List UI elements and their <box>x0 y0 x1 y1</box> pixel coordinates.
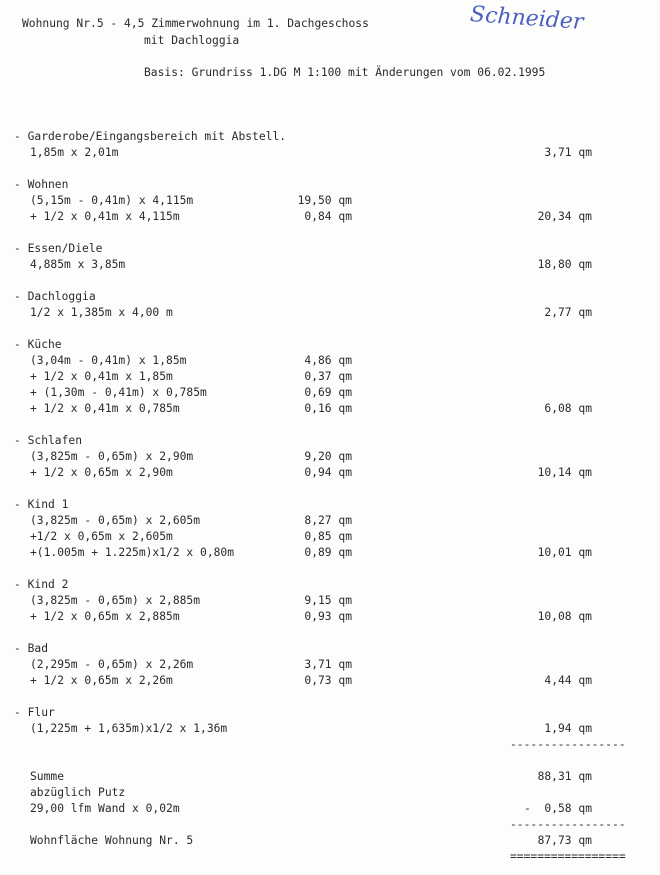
double-separator-line: ================= <box>510 850 626 863</box>
calc-line: + 1/2 x 0,65m x 2,885m <box>30 610 180 623</box>
room-title: - Küche <box>14 338 62 351</box>
sub-value: 9,15 qm <box>304 594 352 607</box>
wand-label: 29,00 lfm Wand x 0,02m <box>30 802 180 815</box>
calc-line: + 1/2 x 0,65m x 2,90m <box>30 466 173 479</box>
room-total: 4,44 qm <box>544 674 592 687</box>
room-title: - Wohnen <box>14 178 69 191</box>
sub-value: 0,37 qm <box>304 370 352 383</box>
handwritten-signature: Schneider <box>469 2 585 35</box>
calc-line: + 1/2 x 0,41m x 1,85m <box>30 370 173 383</box>
calc-line: +(1.005m + 1.225m)x1/2 x 0,80m <box>30 546 235 559</box>
separator-line: ----------------- <box>510 738 626 751</box>
sub-value: 0,93 qm <box>304 610 352 623</box>
sub-value: 3,71 qm <box>304 658 352 671</box>
wand-value: - 0,58 qm <box>523 802 592 815</box>
calc-line: (3,825m - 0,65m) x 2,605m <box>30 514 201 527</box>
calc-line: + (1,30m - 0,41m) x 0,785m <box>30 386 207 399</box>
doc-title: Wohnung Nr.5 - 4,5 Zimmerwohnung im 1. Dachgeschoss <box>22 17 369 30</box>
room-title: - Kind 1 <box>14 498 69 511</box>
basis-line: Basis: Grundriss 1.DG M 1:100 mit Änderungen vom 06.02.1995 <box>144 66 546 79</box>
calc-line: (5,15m - 0,41m) x 4,115m <box>30 194 194 207</box>
room-title: - Essen/Diele <box>14 242 103 255</box>
room-title: - Garderobe/Eingangsbereich mit Abstell. <box>14 130 287 143</box>
sub-value: 0,85 qm <box>304 530 352 543</box>
sub-value: 0,89 qm <box>304 546 352 559</box>
calc-line: (1,225m + 1,635m)x1/2 x 1,36m <box>30 722 228 735</box>
summe-label: Summe <box>30 770 65 783</box>
calc-line: (3,825m - 0,65m) x 2,90m <box>30 450 194 463</box>
room-total: 1,94 qm <box>544 722 592 735</box>
calc-line: (3,825m - 0,65m) x 2,885m <box>30 594 201 607</box>
sub-value: 4,86 qm <box>304 354 352 367</box>
room-total: 10,08 qm <box>537 610 592 623</box>
final-value: 87,73 qm <box>537 834 592 847</box>
room-total: 3,71 qm <box>544 146 592 159</box>
calc-line: (2,295m - 0,65m) x 2,26m <box>30 658 194 671</box>
sub-value: 0,73 qm <box>304 674 352 687</box>
room-total: 18,80 qm <box>537 258 592 271</box>
sub-value: 0,69 qm <box>304 386 352 399</box>
sub-value: 0,16 qm <box>304 402 352 415</box>
calc-line: 4,885m x 3,85m <box>30 258 126 271</box>
room-title: - Dachloggia <box>14 290 96 303</box>
sub-value: 0,84 qm <box>304 210 352 223</box>
summe-value: 88,31 qm <box>537 770 592 783</box>
room-title: - Kind 2 <box>14 578 69 591</box>
final-label: Wohnfläche Wohnung Nr. 5 <box>30 834 194 847</box>
calc-line: +1/2 x 0,65m x 2,605m <box>30 530 173 543</box>
calc-line: + 1/2 x 0,41m x 0,785m <box>30 402 180 415</box>
calc-line: + 1/2 x 0,41m x 4,115m <box>30 210 180 223</box>
calc-line: 1,85m x 2,01m <box>30 146 119 159</box>
sub-value: 19,50 qm <box>297 194 352 207</box>
room-total: 20,34 qm <box>537 210 592 223</box>
room-total: 2,77 qm <box>544 306 592 319</box>
sub-value: 0,94 qm <box>304 466 352 479</box>
calc-line: 1/2 x 1,385m x 4,00 m <box>30 306 173 319</box>
room-title: - Schlafen <box>14 434 83 447</box>
room-total: 6,08 qm <box>544 402 592 415</box>
doc-subtitle: mit Dachloggia <box>144 34 240 47</box>
room-title: - Bad <box>14 642 49 655</box>
putz-label: abzüglich Putz <box>30 786 126 799</box>
sub-value: 9,20 qm <box>304 450 352 463</box>
sub-value: 8,27 qm <box>304 514 352 527</box>
room-title: - Flur <box>14 706 55 719</box>
calc-line: (3,04m - 0,41m) x 1,85m <box>30 354 187 367</box>
separator-line: ----------------- <box>510 818 626 831</box>
room-total: 10,14 qm <box>537 466 592 479</box>
calc-line: + 1/2 x 0,65m x 2,26m <box>30 674 173 687</box>
room-total: 10,01 qm <box>537 546 592 559</box>
